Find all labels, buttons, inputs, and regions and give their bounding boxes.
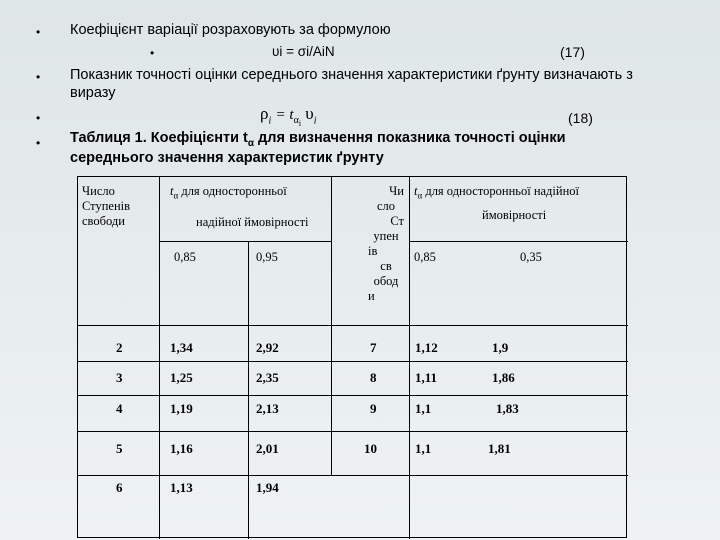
text-line-accuracy-cont: виразу <box>70 85 116 101</box>
col-divider-1 <box>159 177 160 539</box>
header-p1-right: 0,85 <box>414 250 436 264</box>
header-df-right: Чи сло Ст упен ів св обод и <box>368 184 404 303</box>
row-4-df2: 10 <box>364 441 377 456</box>
header-sub-line-left <box>159 241 331 242</box>
table-title-line-2: середнього значення характеристик ґрунту <box>70 150 384 166</box>
header-df-left: Число Ступенів свободи <box>82 184 131 228</box>
formula-17-number: (17) <box>560 44 585 60</box>
row-2-df2: 8 <box>370 370 377 385</box>
row-2-b: 2,35 <box>256 370 279 385</box>
row-3-a: 1,19 <box>170 401 193 416</box>
rho-subscript: i <box>268 115 272 127</box>
text-line-accuracy: Показник точності оцінки середнього значення характеристики ґрунту визначають з <box>70 67 633 83</box>
alpha-index: i <box>298 119 302 129</box>
row-3-b2: 1,83 <box>496 401 519 416</box>
row-3-df2: 9 <box>370 401 377 416</box>
row-1-df: 2 <box>116 340 123 355</box>
row-3-b: 2,13 <box>256 401 279 416</box>
formula-18 <box>260 104 317 128</box>
upsilon-subscript: i <box>313 115 317 127</box>
row-1-a: 1,34 <box>170 340 193 355</box>
row-line-4 <box>78 475 628 476</box>
row-line-2 <box>78 395 628 396</box>
row-3-df: 4 <box>116 401 123 416</box>
row-line-3 <box>78 431 628 432</box>
col-divider-4b <box>409 475 410 539</box>
header-p2-right: 0,35 <box>520 250 542 264</box>
col-divider-2 <box>248 241 249 539</box>
bullet-4: • <box>36 136 41 150</box>
header-p1-left: 0,85 <box>174 250 196 264</box>
row-4-b2: 1,81 <box>488 441 511 456</box>
table-title-part-2: для визначення показника точності оцінки <box>254 130 566 146</box>
equals-t: = t <box>275 107 294 123</box>
header-bottom-line <box>78 325 628 326</box>
table-title-part-1: Таблиця 1. Коефіцієнти t <box>70 130 248 146</box>
row-5-df: 6 <box>116 480 123 495</box>
row-1-b: 2,92 <box>256 340 279 355</box>
row-5-b: 1,94 <box>256 480 279 495</box>
bullet-2: • <box>36 70 41 84</box>
coefficients-table <box>77 176 627 538</box>
header-t-left-2: надійної ймовірності <box>196 215 309 229</box>
rho-symbol: ρ <box>260 104 269 123</box>
row-4-df: 5 <box>116 441 123 456</box>
header-sub-line-right <box>409 241 628 242</box>
bullet-3: • <box>36 111 41 125</box>
row-2-df: 3 <box>116 370 123 385</box>
text-line-variation: Коефіцієнт варіації розраховують за формулою <box>70 22 391 38</box>
header-t-right: $t_\alpha$ для односторонньої надійної <box>414 184 579 201</box>
row-1-b2: 1,9 <box>492 340 509 355</box>
bullet-formula-17: • <box>150 46 155 60</box>
upsilon-symbol: υ <box>305 104 314 123</box>
row-4-a2: 1,1 <box>415 441 432 456</box>
row-5-a: 1,13 <box>170 480 193 495</box>
row-4-b: 2,01 <box>256 441 279 456</box>
formula-17: υi = σi/AiN <box>272 44 335 59</box>
row-2-a2: 1,11 <box>415 370 438 385</box>
formula-18-number: (18) <box>568 110 593 126</box>
row-4-a: 1,16 <box>170 441 193 456</box>
alpha-subscript <box>293 115 302 129</box>
bullet-1: • <box>36 25 41 39</box>
row-1-df2: 7 <box>370 340 377 355</box>
row-line-1 <box>78 361 628 362</box>
row-1-a2: 1,12 <box>415 340 438 355</box>
table-title-alpha: α <box>247 137 255 149</box>
row-2-a: 1,25 <box>170 370 193 385</box>
header-t-right-2: ймовірності <box>482 208 547 222</box>
alpha-symbol: α <box>293 115 299 127</box>
table-title <box>70 130 566 152</box>
header-t-left: $t_\alpha$ для односторонньої <box>170 184 287 201</box>
header-p2-left: 0,95 <box>256 250 278 264</box>
row-3-a2: 1,1 <box>415 401 432 416</box>
row-2-b2: 1,86 <box>492 370 515 385</box>
